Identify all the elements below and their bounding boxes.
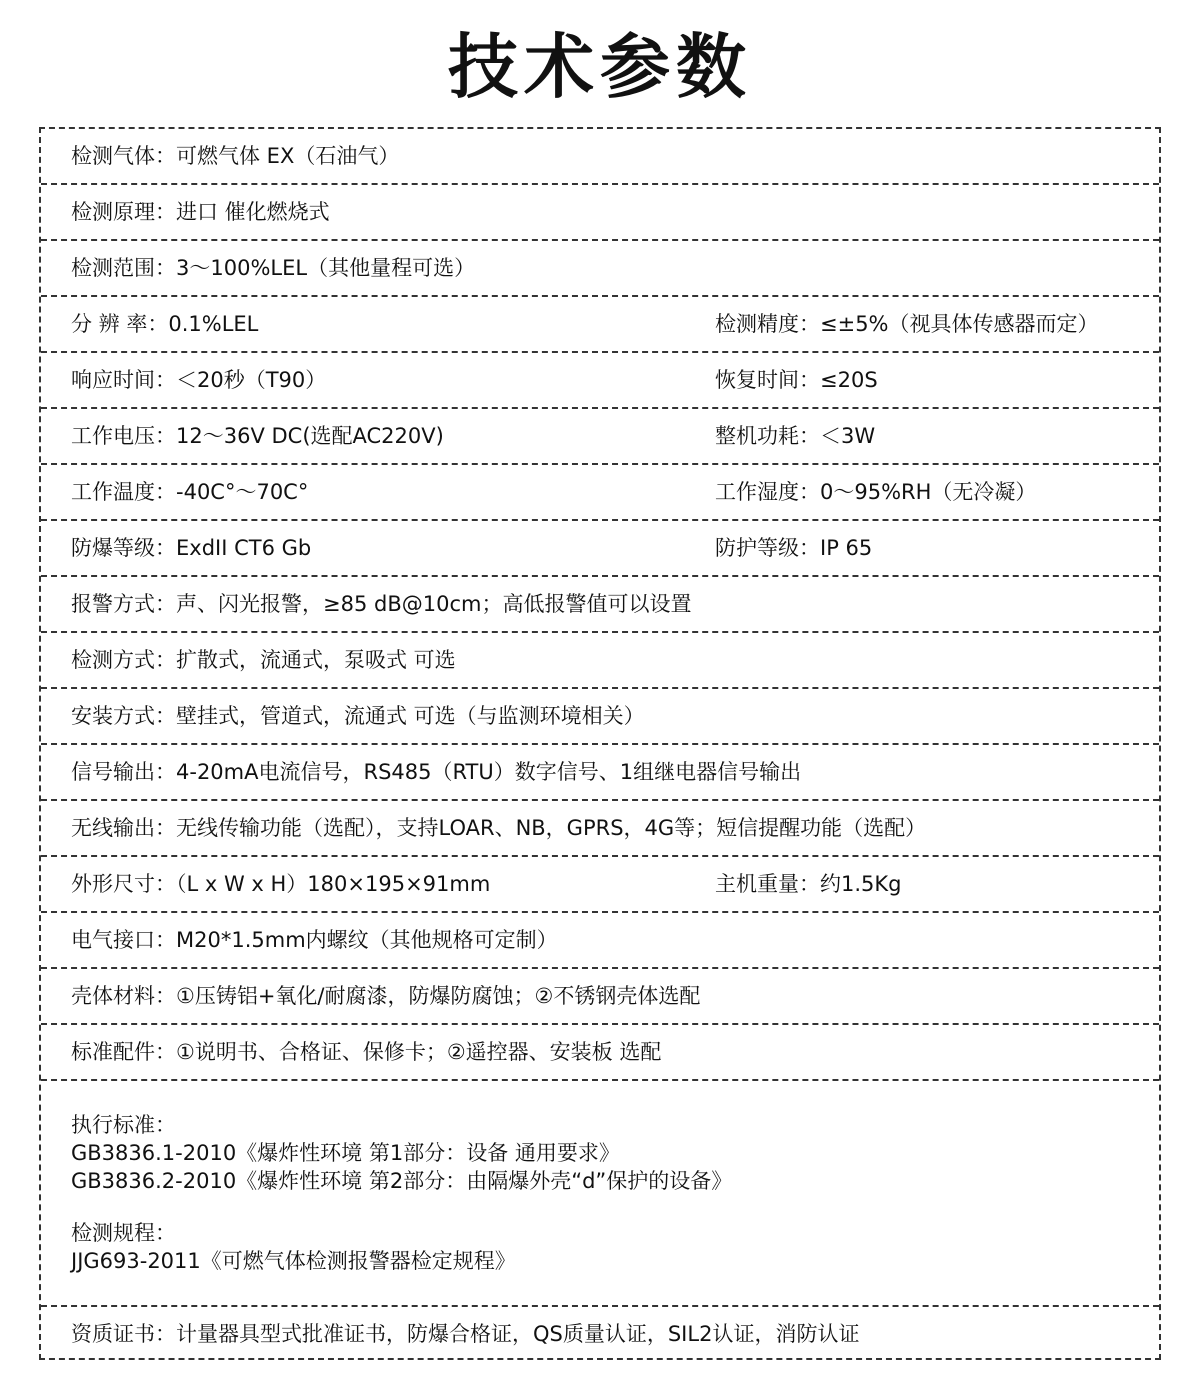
spec-left-text: 响应时间：＜20秒（T90） [71, 368, 327, 392]
spec-right-text: 检测精度：≤±5%（视具体传感器而定） [715, 312, 1099, 336]
spec-row [41, 409, 1159, 465]
certificates-row [41, 1307, 1159, 1363]
exec-standard-line: GB3836.2-2010《爆炸性环境 第2部分：由隔爆外壳“d”保护的设备》 [71, 1169, 733, 1193]
spec-row [41, 857, 1159, 913]
spec-right-text: 整机功耗：＜3W [715, 424, 876, 448]
check-standard-line: JJG693-2011《可燃气体检测报警器检定规程》 [71, 1249, 516, 1273]
spec-left-text: 工作电压：12～36V DC(选配AC220V) [71, 424, 444, 448]
spec-right-text: 恢复时间：≤20S [715, 368, 878, 392]
spec-row [41, 185, 1159, 241]
spec-row [41, 465, 1159, 521]
spec-left-text: 检测原理：进口 催化燃烧式 [71, 200, 330, 224]
certificates-text: 资质证书：计量器具型式批准证书，防爆合格证，QS质量认证，SIL2认证，消防认证 [71, 1322, 860, 1346]
spec-left-text: 检测气体：可燃气体 EX（石油气） [71, 144, 400, 168]
page-title: 技术参数 [448, 26, 752, 108]
spec-left-text: 无线输出：无线传输功能（选配），支持LOAR、NB，GPRS，4G等；短信提醒功能（选配） [71, 816, 927, 840]
spec-left-text: 检测方式：扩散式，流通式，泵吸式 可选 [71, 648, 456, 672]
spec-left-text: 工作温度：-40C°～70C° [71, 480, 309, 504]
exec-standard-label: 执行标准： [71, 1113, 176, 1137]
spec-left-text: 信号输出：4-20mA电流信号，RS485（RTU）数字信号、1组继电器信号输出 [71, 760, 802, 784]
spec-row [41, 801, 1159, 857]
spec-row [41, 241, 1159, 297]
standards-block [41, 1081, 1159, 1307]
spec-left-text: 分 辨 率：0.1%LEL [71, 312, 259, 336]
spec-row [41, 633, 1159, 689]
spec-right-text: 主机重量：约1.5Kg [715, 872, 902, 896]
spec-row [41, 521, 1159, 577]
spec-row [41, 297, 1159, 353]
spec-row [41, 1025, 1159, 1081]
spec-left-text: 标准配件：①说明书、合格证、保修卡；②遥控器、安装板 选配 [71, 1040, 662, 1064]
check-standard-label: 检测规程： [71, 1221, 176, 1245]
spec-row [41, 129, 1159, 185]
spec-row [41, 577, 1159, 633]
spec-row [41, 913, 1159, 969]
spec-left-text: 防爆等级：ExdII CT6 Gb [71, 536, 312, 560]
spec-left-text: 壳体材料：①压铸铝+氧化/耐腐漆，防爆防腐蚀；②不锈钢壳体选配 [71, 984, 701, 1008]
spec-row [41, 353, 1159, 409]
spec-right-text: 工作湿度：0～95%RH（无冷凝） [715, 480, 1037, 504]
spec-table [39, 127, 1161, 1360]
spec-row [41, 969, 1159, 1025]
spec-left-text: 安装方式：壁挂式，管道式，流通式 可选（与监测环境相关） [71, 704, 645, 728]
spec-right-text: 防护等级：IP 65 [715, 536, 873, 560]
exec-standard-line: GB3836.1-2010《爆炸性环境 第1部分：设备 通用要求》 [71, 1141, 620, 1165]
spec-left-text: 电气接口：M20*1.5mm内螺纹（其他规格可定制） [71, 928, 558, 952]
spec-row [41, 689, 1159, 745]
spec-left-text: 检测范围：3～100%LEL（其他量程可选） [71, 256, 476, 280]
spec-row [41, 745, 1159, 801]
spec-left-text: 报警方式：声、闪光报警，≥85 dB@10cm；高低报警值可以设置 [71, 592, 692, 616]
spec-left-text: 外形尺寸：（L x W x H）180×195×91mm [71, 872, 491, 896]
